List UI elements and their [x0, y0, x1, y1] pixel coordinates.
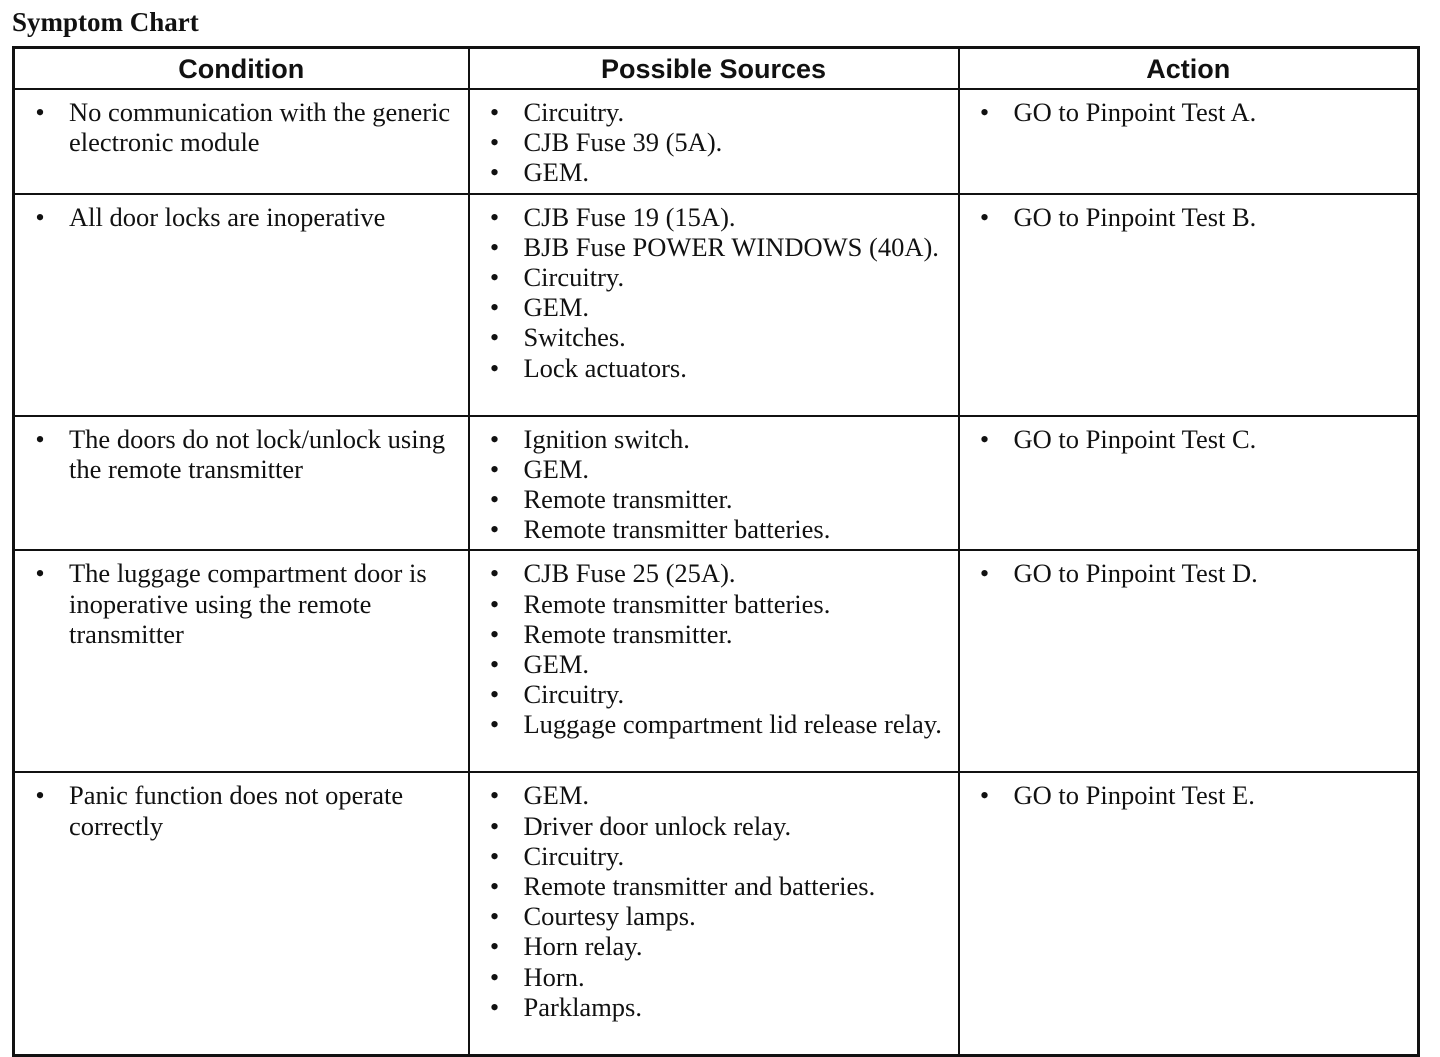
source-text: Remote transmitter and batteries.: [523, 871, 876, 902]
bullet-icon: •: [35, 97, 45, 127]
source-text: Switches.: [523, 322, 626, 353]
source-text: Circuitry.: [523, 97, 625, 127]
header-action: Action: [959, 48, 1419, 90]
list-item: [21, 424, 462, 484]
list-item: [476, 709, 952, 739]
bullet-icon: •: [489, 871, 500, 902]
list-item: [21, 780, 462, 840]
bullet-icon: •: [489, 840, 500, 871]
list-item: [476, 514, 952, 544]
source-text: Parklamps.: [523, 991, 642, 1022]
table-row: [14, 550, 1419, 772]
action-cell: [959, 194, 1419, 416]
source-text: Remote transmitter.: [523, 484, 733, 515]
bullet-icon: •: [489, 262, 500, 293]
source-text: Remote transmitter batteries.: [523, 588, 831, 619]
bullet-icon: •: [489, 618, 500, 649]
action-cell: [959, 772, 1419, 1055]
sources-cell: [469, 416, 959, 551]
bullet-icon: •: [489, 709, 500, 740]
bullet-icon: •: [489, 484, 500, 515]
action-text: GO to Pinpoint Test D.: [1013, 558, 1258, 589]
condition-cell: [14, 550, 469, 772]
list-item: [966, 97, 1412, 127]
sources-cell: [469, 550, 959, 772]
list-item: [476, 992, 952, 1022]
list-item: [476, 780, 952, 810]
source-text: Circuitry.: [523, 262, 625, 293]
action-text: GO to Pinpoint Test A.: [1013, 97, 1257, 127]
source-text: Courtesy lamps.: [523, 901, 696, 932]
chart-title: Symptom Chart: [12, 7, 199, 37]
condition-text: The doors do not lock/unlock using the remote transmitter: [69, 423, 446, 484]
source-text: GEM.: [523, 780, 590, 811]
list-item: [476, 811, 952, 841]
bullet-icon: •: [489, 558, 500, 589]
list-item: [21, 97, 462, 157]
list-item: [476, 232, 952, 262]
source-text: Lock actuators.: [523, 352, 687, 383]
source-text: CJB Fuse 25 (25A).: [523, 558, 736, 589]
list-item: [476, 962, 952, 992]
source-text: Ignition switch.: [523, 423, 690, 454]
table-row: [14, 416, 1419, 551]
list-item: [476, 484, 952, 514]
condition-cell: [14, 416, 469, 551]
condition-text: All door locks are inoperative: [69, 201, 386, 232]
list-item: [476, 97, 952, 127]
source-text: CJB Fuse 39 (5A).: [523, 127, 723, 158]
action-cell: [959, 416, 1419, 551]
source-text: Circuitry.: [523, 679, 625, 710]
list-item: [476, 589, 952, 619]
source-text: GEM.: [523, 649, 590, 680]
header-condition: Condition: [14, 48, 469, 90]
source-text: Horn.: [523, 961, 585, 992]
sources-cell: [469, 772, 959, 1055]
bullet-icon: •: [489, 810, 500, 841]
list-item: [21, 202, 462, 232]
bullet-icon: •: [35, 780, 45, 811]
list-item: [476, 157, 952, 187]
bullet-icon: •: [489, 423, 500, 454]
bullet-icon: •: [979, 780, 990, 811]
source-text: Luggage compartment lid release relay.: [523, 709, 942, 740]
bullet-icon: •: [489, 679, 500, 710]
bullet-icon: •: [35, 558, 45, 589]
condition-cell: [14, 194, 469, 416]
list-item: [476, 262, 952, 292]
bullet-icon: •: [979, 201, 990, 232]
action-cell: [959, 550, 1419, 772]
condition-text: No communication with the generic electronic module: [69, 97, 451, 158]
bullet-icon: •: [979, 97, 990, 127]
list-item: [476, 322, 952, 352]
bullet-icon: •: [489, 157, 500, 188]
list-item: [21, 558, 462, 649]
bullet-icon: •: [489, 453, 500, 484]
table-row: [14, 772, 1419, 1055]
bullet-icon: •: [35, 201, 45, 232]
bullet-icon: •: [489, 649, 500, 680]
bullet-icon: •: [489, 514, 500, 545]
action-text: GO to Pinpoint Test B.: [1013, 201, 1257, 232]
table-row: [14, 89, 1419, 194]
source-text: Remote transmitter.: [523, 618, 733, 649]
source-text: Circuitry.: [523, 840, 625, 871]
source-text: GEM.: [523, 292, 590, 323]
condition-cell: [14, 772, 469, 1055]
list-item: [476, 841, 952, 871]
condition-text: The luggage compartment door is inoperative using the remote transmitter: [69, 558, 427, 649]
header-row: [14, 48, 1419, 90]
bullet-icon: •: [489, 780, 500, 811]
bullet-icon: •: [489, 991, 500, 1022]
source-text: Remote transmitter batteries.: [523, 514, 831, 545]
list-item: [476, 558, 952, 588]
bullet-icon: •: [489, 201, 500, 232]
bullet-icon: •: [489, 231, 500, 262]
sources-cell: [469, 89, 959, 194]
action-cell: [959, 89, 1419, 194]
list-item: [476, 649, 952, 679]
bullet-icon: •: [35, 423, 45, 454]
list-item: [966, 558, 1412, 588]
table-row: [14, 194, 1419, 416]
list-item: [966, 202, 1412, 232]
list-item: [476, 202, 952, 232]
source-text: BJB Fuse POWER WINDOWS (40A).: [523, 231, 939, 262]
bullet-icon: •: [489, 588, 500, 619]
list-item: [476, 901, 952, 931]
condition-text: Panic function does not operate correctly: [69, 780, 404, 841]
header-possible-sources: Possible Sources: [469, 48, 959, 90]
list-item: [966, 424, 1412, 454]
condition-cell: [14, 89, 469, 194]
source-text: GEM.: [523, 157, 590, 188]
bullet-icon: •: [489, 961, 500, 992]
action-text: GO to Pinpoint Test C.: [1013, 423, 1257, 454]
list-item: [476, 619, 952, 649]
bullet-icon: •: [489, 127, 500, 158]
list-item: [476, 871, 952, 901]
list-item: [476, 679, 952, 709]
bullet-icon: •: [979, 558, 990, 589]
bullet-icon: •: [489, 352, 500, 383]
bullet-icon: •: [489, 97, 500, 127]
bullet-icon: •: [489, 931, 500, 962]
list-item: [476, 424, 952, 454]
source-text: Horn relay.: [523, 931, 643, 962]
list-item: [476, 292, 952, 322]
source-text: CJB Fuse 19 (15A).: [523, 201, 736, 232]
bullet-icon: •: [489, 322, 500, 353]
list-item: [966, 780, 1412, 810]
source-text: GEM.: [523, 453, 590, 484]
list-item: [476, 127, 952, 157]
list-item: [476, 353, 952, 383]
list-item: [476, 454, 952, 484]
sources-cell: [469, 194, 959, 416]
bullet-icon: •: [489, 901, 500, 932]
action-text: GO to Pinpoint Test E.: [1013, 780, 1255, 811]
list-item: [476, 931, 952, 961]
bullet-icon: •: [489, 292, 500, 323]
symptom-table: [12, 46, 1420, 1057]
source-text: Driver door unlock relay.: [523, 810, 792, 841]
bullet-icon: •: [979, 423, 990, 454]
